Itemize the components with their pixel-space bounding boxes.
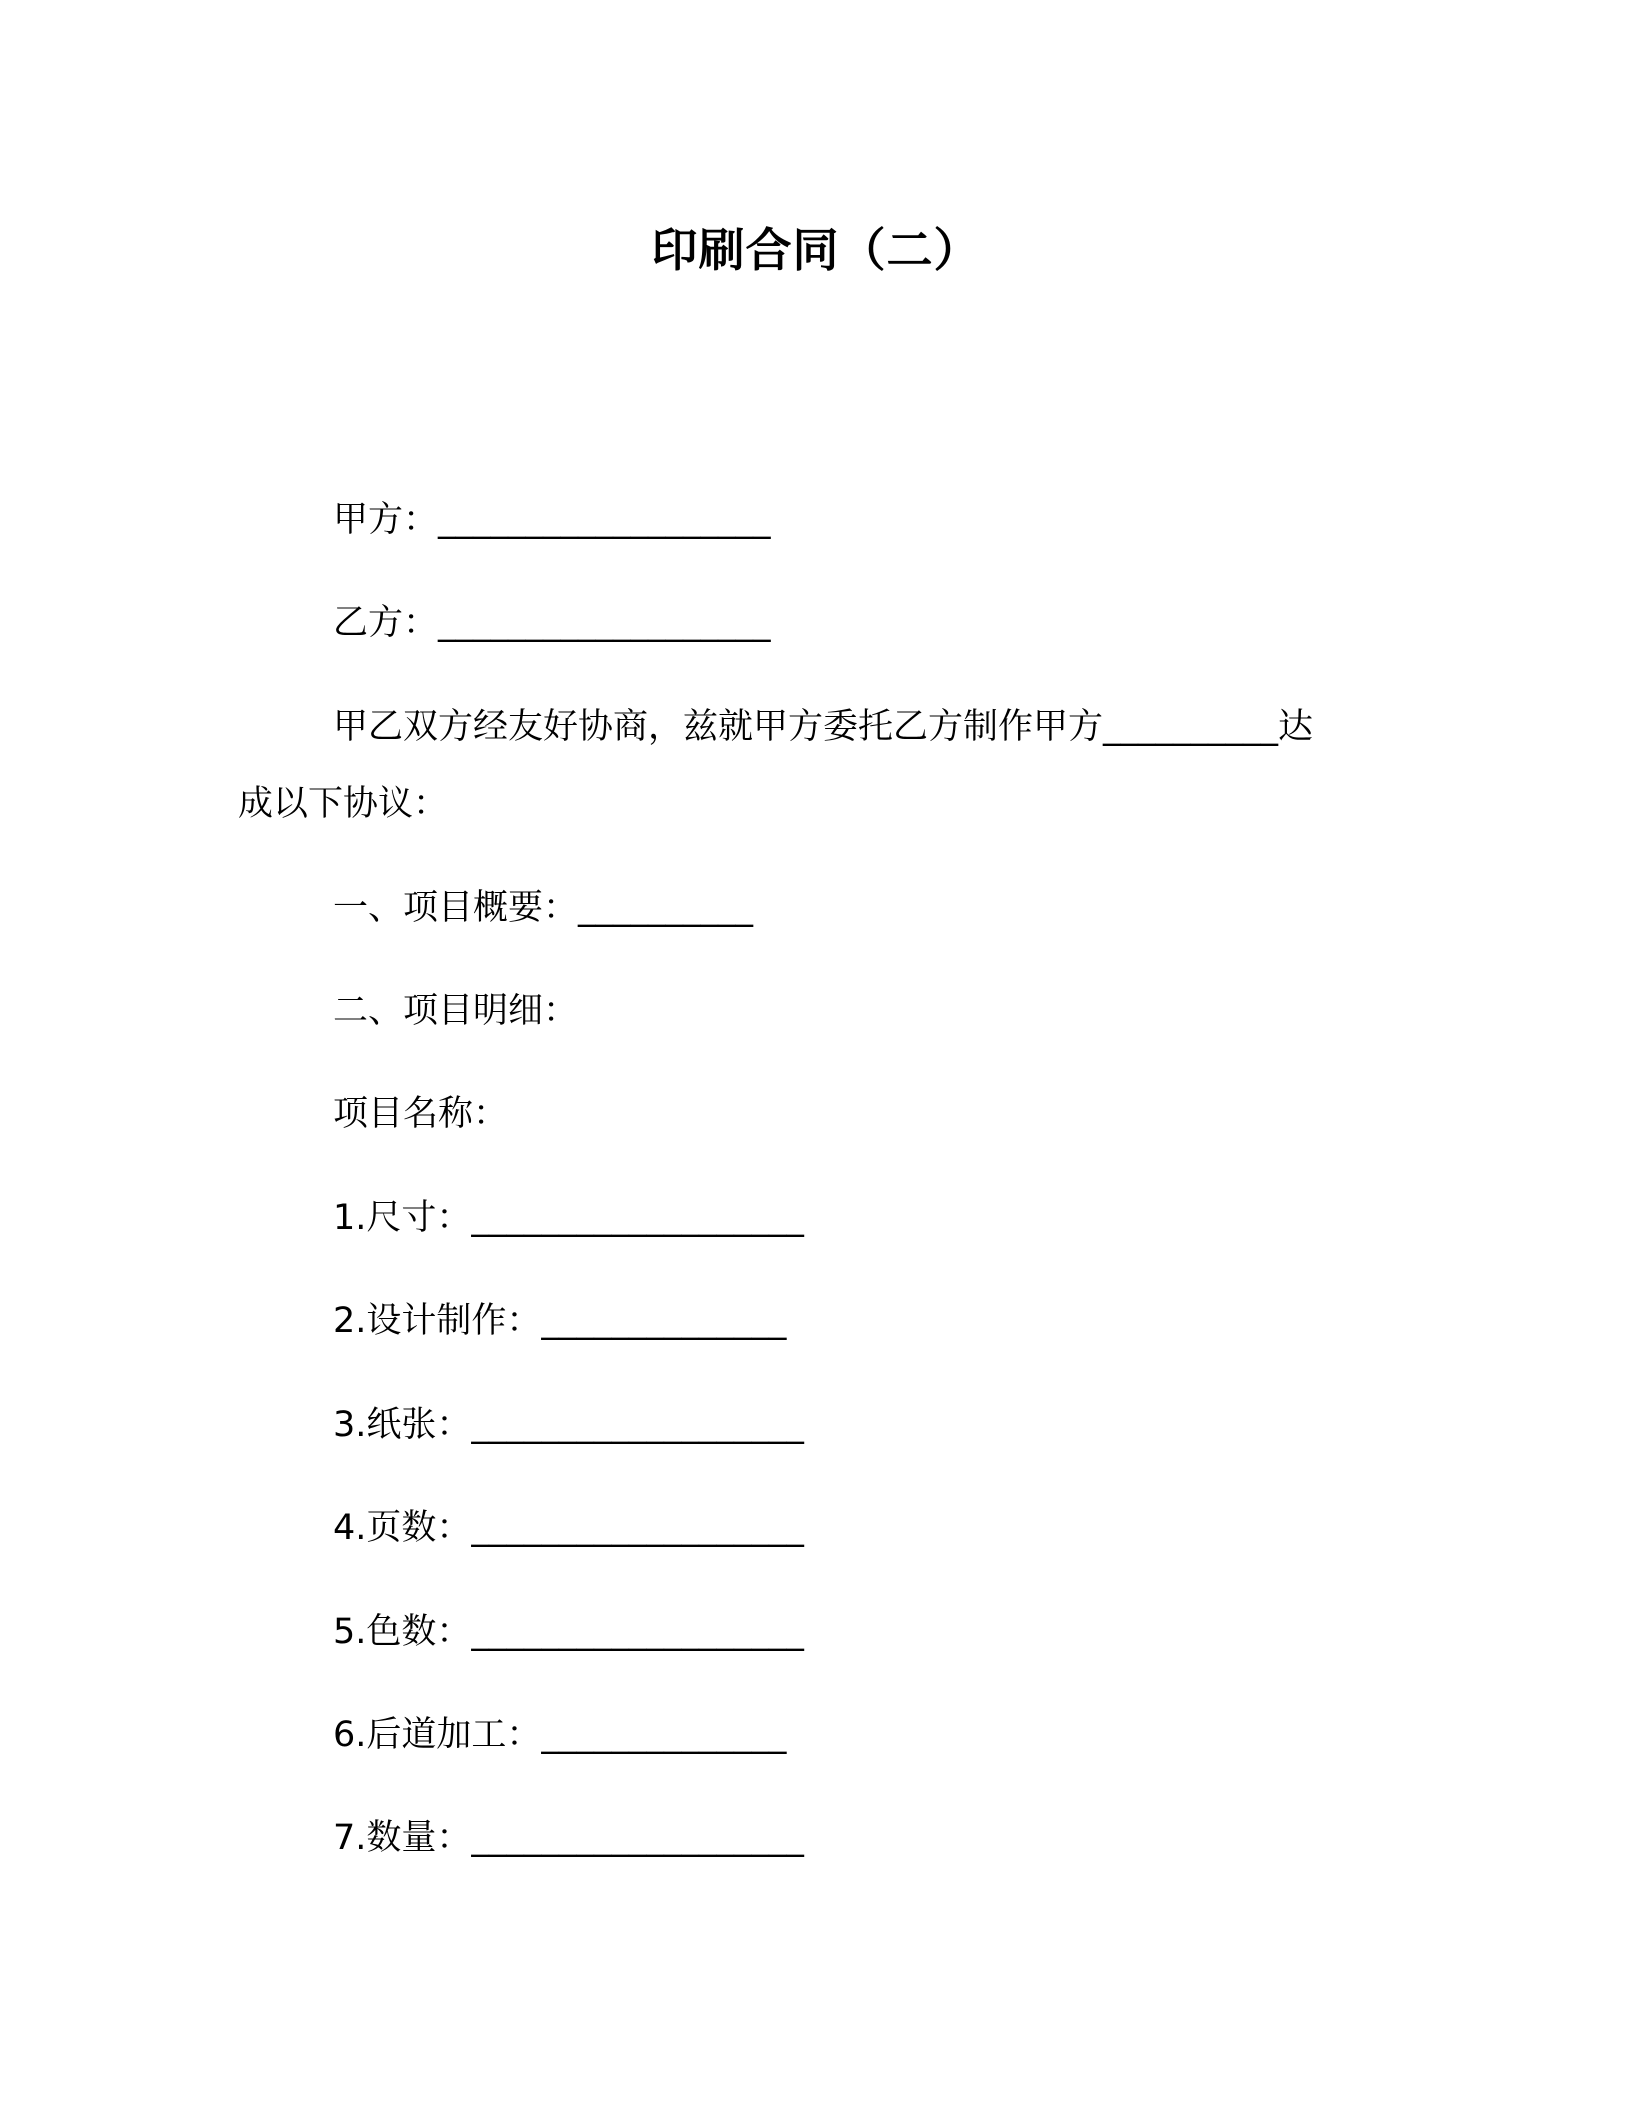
item-quantity-line: 7.数量：___________________ — [333, 1818, 804, 1858]
item-design-line: 2.设计制作：______________ — [333, 1301, 787, 1341]
item-finishing-line: 6.后道加工：______________ — [333, 1715, 787, 1755]
document-title: 印刷合同（二） — [651, 223, 981, 277]
item-pages-line: 4.页数：___________________ — [333, 1508, 804, 1548]
project-name-label: 项目名称： — [333, 1094, 509, 1134]
item-colors-line: 5.色数：___________________ — [333, 1612, 804, 1652]
item-paper-line: 3.纸张：___________________ — [333, 1405, 804, 1445]
party-a-line: 甲方：___________________ — [333, 500, 771, 540]
section-one-heading: 一、项目概要：__________ — [333, 888, 754, 928]
agreement-intro-line: 甲乙双方经友好协商，兹就甲方委托乙方制作甲方__________达 — [333, 707, 1314, 747]
agreement-intro-continuation: 成以下协议： — [238, 784, 449, 824]
item-size-line: 1.尺寸：___________________ — [333, 1198, 804, 1238]
section-two-heading: 二、项目明细： — [333, 991, 579, 1031]
party-b-line: 乙方：___________________ — [333, 603, 771, 643]
